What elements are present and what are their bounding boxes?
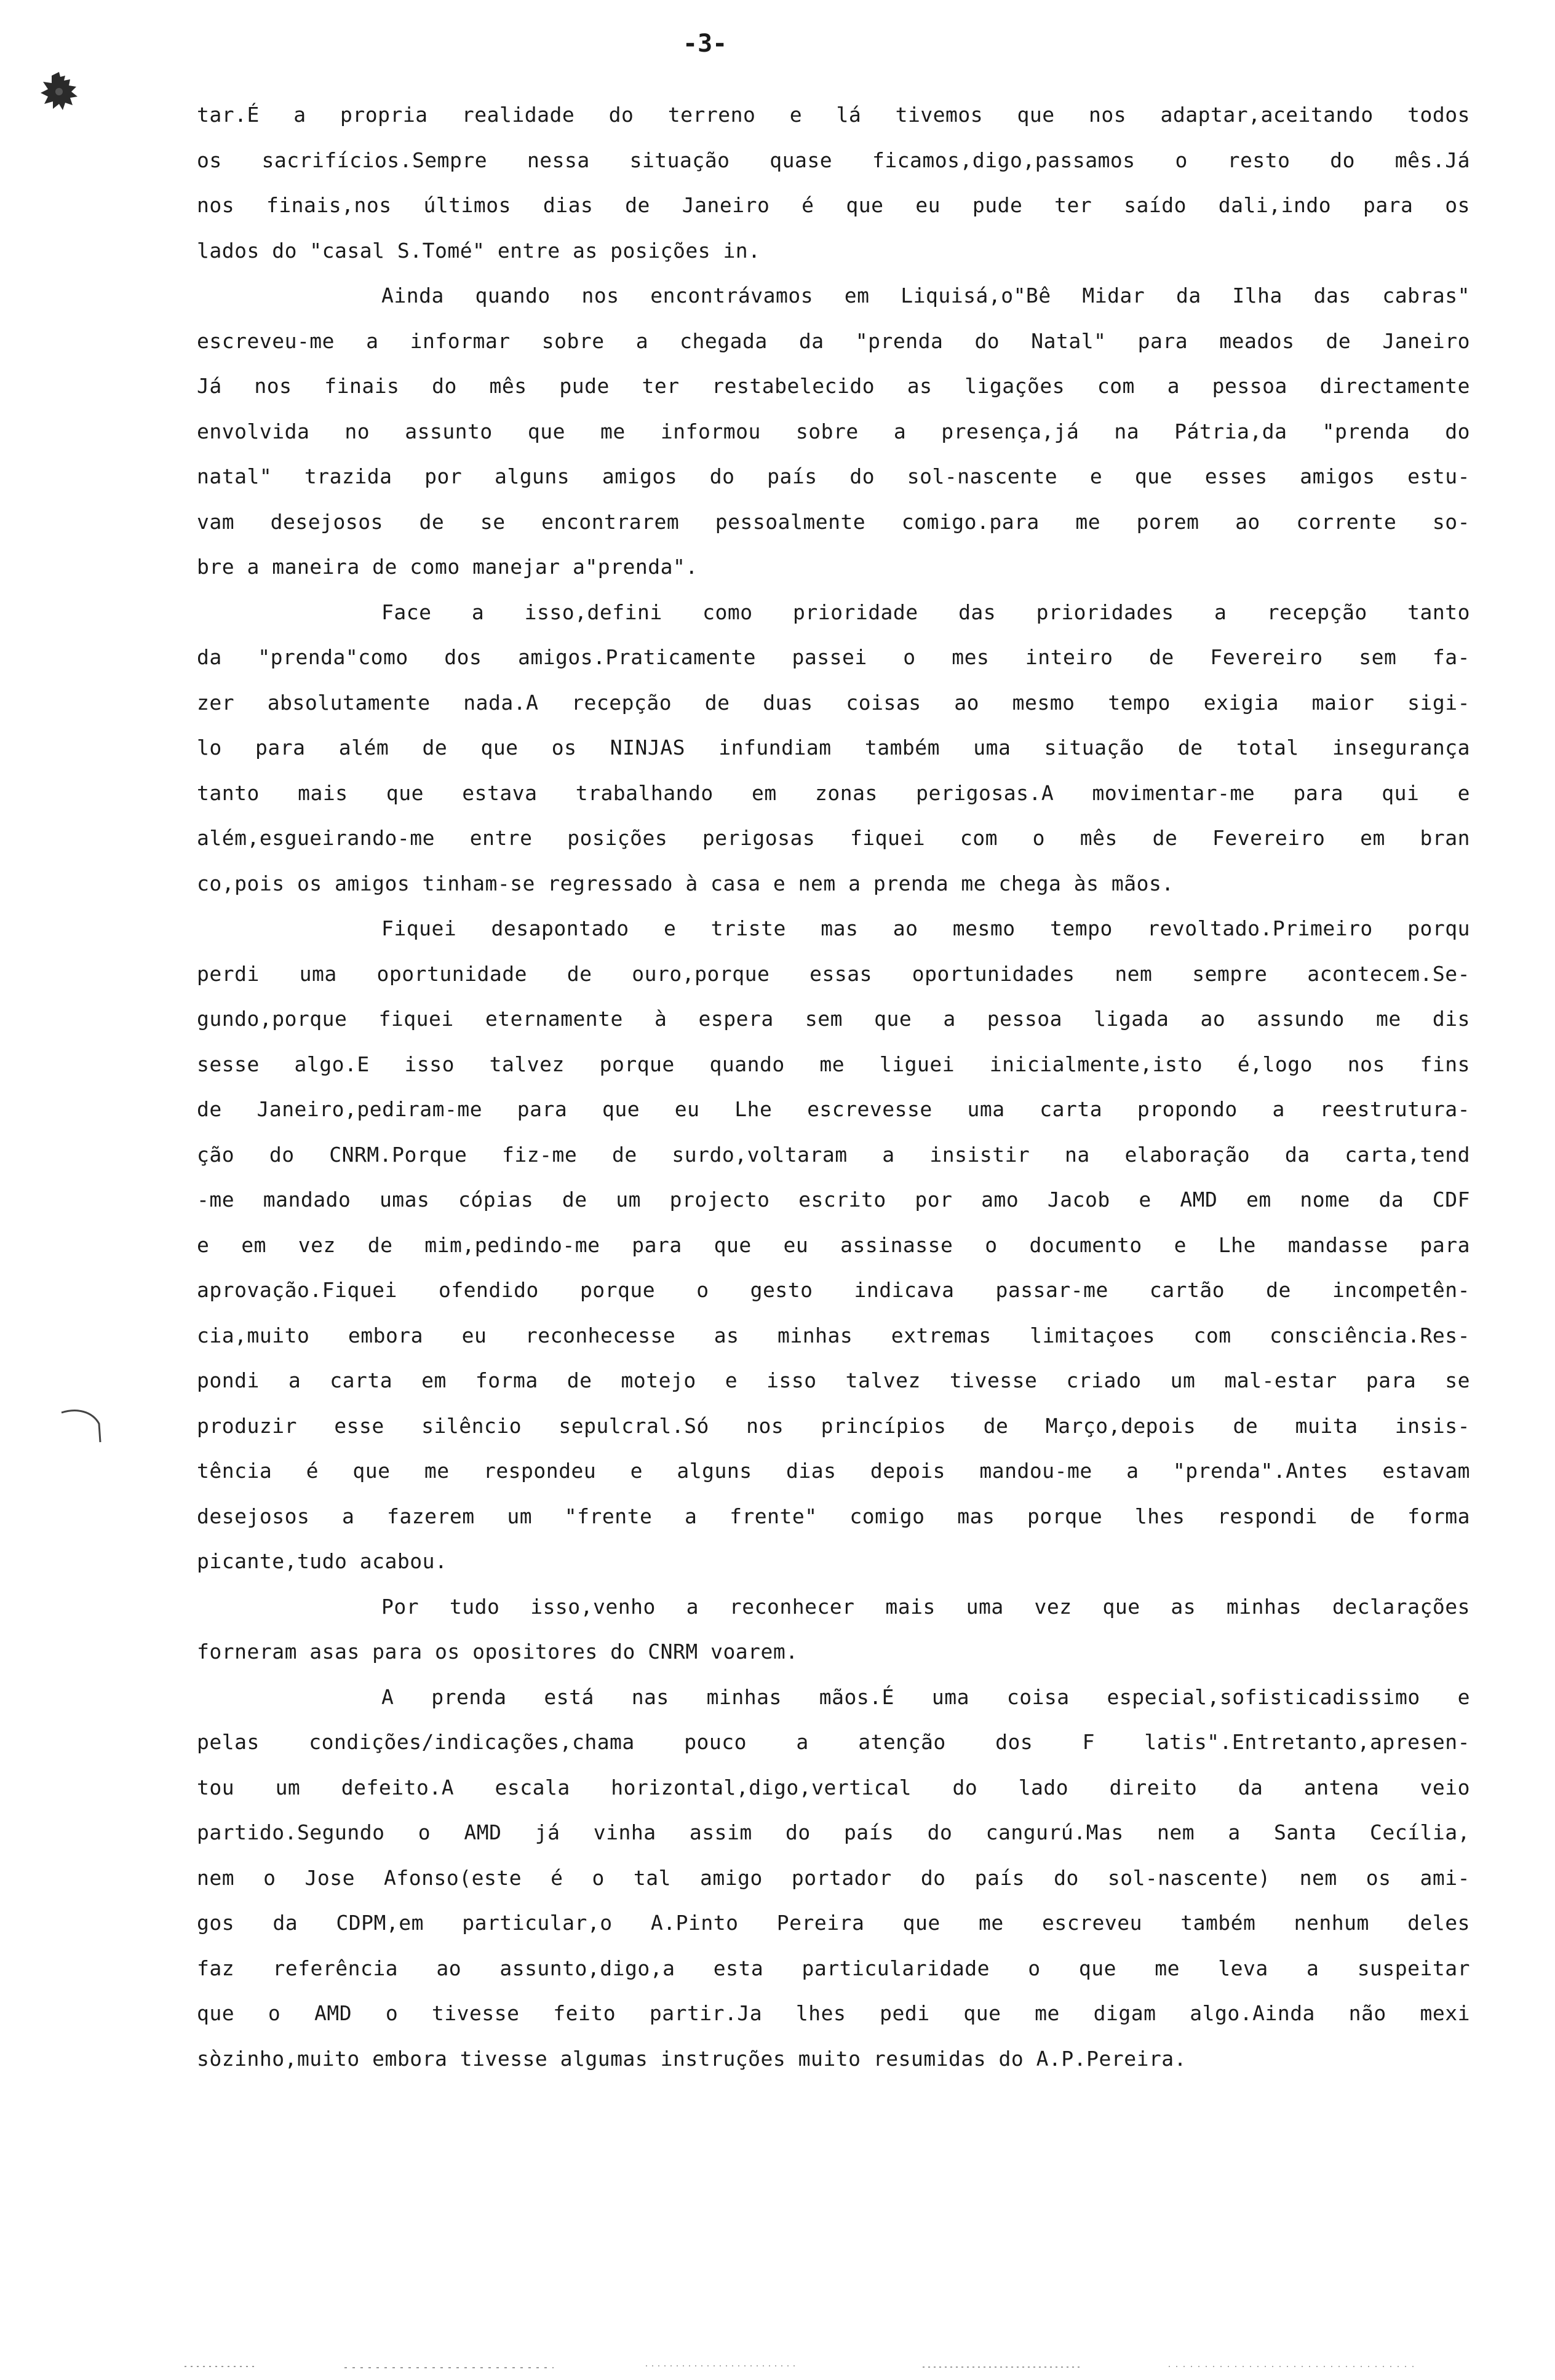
text-line: Face a isso,defini como prioridade das prioridades a recepção tanto: [381, 600, 1470, 624]
text-line: que o AMD o tivesse feito partir.Ja lhes pedi que me digam algo.Ainda não mexi: [197, 2001, 1470, 2025]
text-line: nos finais,nos últimos dias de Janeiro é que eu pude ter saído dali,indo para os: [197, 193, 1470, 217]
text-line: aprovação.Fiquei ofendido porque o gesto indicava passar-me cartão de incompetên-: [197, 1278, 1470, 1302]
text-line: e em vez de mim,pedindo-me para que eu assinasse o documento e Lhe mandasse para: [197, 1232, 1470, 1257]
text-line: desejosos a fazerem um "frente a frente" comigo mas porque lhes respondi de forma: [197, 1504, 1470, 1528]
text-line: lados do "casal S.Tomé" entre as posições in.: [197, 238, 761, 263]
paragraph-4: [197, 906, 1470, 1584]
text-line: -me mandado umas cópias de um projecto escrito por amo Jacob e AMD em nome da CDF: [197, 1188, 1470, 1212]
text-line: escreveu-me a informar sobre a chegada da "prenda do Natal" para meados de Janeiro: [197, 328, 1470, 353]
text-line: natal" trazida por alguns amigos do país do sol-nascente e que esses amigos estu-: [197, 464, 1470, 488]
text-line: gundo,porque fiquei eternamente à espera sem que a pessoa ligada ao assundo me dis: [197, 1007, 1470, 1031]
text-line: gos da CDPM,em particular,o A.Pinto Pereira que me escreveu também nenhum deles: [197, 1911, 1470, 1935]
paragraph-6: [197, 1675, 1470, 2082]
text-line: Ainda quando nos encontrávamos em Liquisá,o"Bê Midar da Ilha das cabras": [381, 284, 1470, 307]
text-line: tanto mais que estava trabalhando em zonas perigosas.A movimentar-me para qui e: [197, 780, 1470, 805]
text-line: cia,muito embora eu reconhecesse as minhas extremas limitaçoes com consciência.Res-: [197, 1323, 1470, 1347]
text-line: lo para além de que os NINJAS infundiam também uma situação de total insegurança: [197, 736, 1470, 760]
text-line: co,pois os amigos tinham-se regressado à casa e nem a prenda me chega às mãos.: [197, 871, 1174, 895]
text-line: vam desejosos de se encontrarem pessoalmente comigo.para me porem ao corrente so-: [197, 509, 1470, 534]
text-line: de Janeiro,pediram-me para que eu Lhe escrevesse uma carta propondo a reestrutura-: [197, 1097, 1470, 1121]
text-line: sesse algo.E isso talvez porque quando me liguei inicialmente,isto é,logo nos fins: [197, 1052, 1470, 1076]
text-line: pondi a carta em forma de motejo e isso talvez tivesse criado um mal-estar para se: [197, 1368, 1470, 1392]
text-line: pelas condições/indicações,chama pouco a atenção dos F latis".Entretanto,apresen-: [197, 1730, 1470, 1754]
paragraph-2: [197, 273, 1470, 590]
text-line: tar.É a propria realidade do terreno e lá tivemos que nos adaptar,aceitando todos: [197, 103, 1470, 127]
text-line: nem o Jose Afonso(este é o tal amigo portador do país do sol-nascente) nem os ami-: [197, 1865, 1470, 1890]
document-body: [197, 92, 1470, 2306]
text-line: tou um defeito.A escala horizontal,digo,vertical do lado direito da antena veio: [197, 1775, 1470, 1799]
paragraph-3: [197, 590, 1470, 906]
paragraph-5: [197, 1584, 1470, 1675]
text-line: Fiquei desapontado e triste mas ao mesmo tempo revoltado.Primeiro porqu: [381, 916, 1470, 940]
text-line: forneram asas para os opositores do CNRM voarem.: [197, 1640, 798, 1664]
text-line: zer absolutamente nada.A recepção de duas coisas ao mesmo tempo exigia maior sigi-: [197, 690, 1470, 715]
text-line: envolvida no assunto que me informou sobre a presença,já na Pátria,da "prenda do: [197, 419, 1470, 443]
text-line: os sacrifícios.Sempre nessa situação quase ficamos,digo,passamos o resto do mês.Já: [197, 148, 1470, 172]
text-line: perdi uma oportunidade de ouro,porque essas oportunidades nem sempre acontecem.Se-: [197, 961, 1470, 986]
text-line: sòzinho,muito embora tivesse algumas instruções muito resumidas do A.P.Pereira.: [197, 2046, 1187, 2071]
paragraph-1: [197, 92, 1470, 273]
text-line: ção do CNRM.Porque fiz-me de surdo,voltaram a insistir na elaboração da carta,tend: [197, 1142, 1470, 1167]
text-line: além,esgueirando-me entre posições perigosas fiquei com o mês de Fevereiro em bran: [197, 826, 1470, 850]
ink-blot-icon: [38, 71, 81, 114]
text-line: tência é que me respondeu e alguns dias depois mandou-me a "prenda".Antes estavam: [197, 1459, 1470, 1483]
text-line: bre a maneira de como manejar a"prenda".: [197, 555, 698, 579]
margin-hook-icon: [58, 1405, 108, 1448]
scan-edge-noise: [0, 2360, 1555, 2373]
page-number: -3-: [683, 30, 728, 58]
text-line: Por tudo isso,venho a reconhecer mais uma vez que as minhas declarações: [381, 1594, 1470, 1619]
text-line: faz referência ao assunto,digo,a esta particularidade o que me leva a suspeitar: [197, 1956, 1470, 1980]
text-line: partido.Segundo o AMD já vinha assim do país do cangurú.Mas nem a Santa Cecília,: [197, 1820, 1470, 1844]
text-line: da "prenda"como dos amigos.Praticamente passei o mes inteiro de Fevereiro sem fa-: [197, 645, 1470, 669]
text-line: produzir esse silêncio sepulcral.Só nos princípios de Março,depois de muita insis-: [197, 1413, 1470, 1438]
text-line: A prenda está nas minhas mãos.É uma coisa especial,sofisticadissimo e: [381, 1684, 1470, 1709]
text-line: Já nos finais do mês pude ter restabelecido as ligações com a pessoa directamente: [197, 374, 1470, 398]
text-line: picante,tudo acabou.: [197, 1549, 448, 1573]
